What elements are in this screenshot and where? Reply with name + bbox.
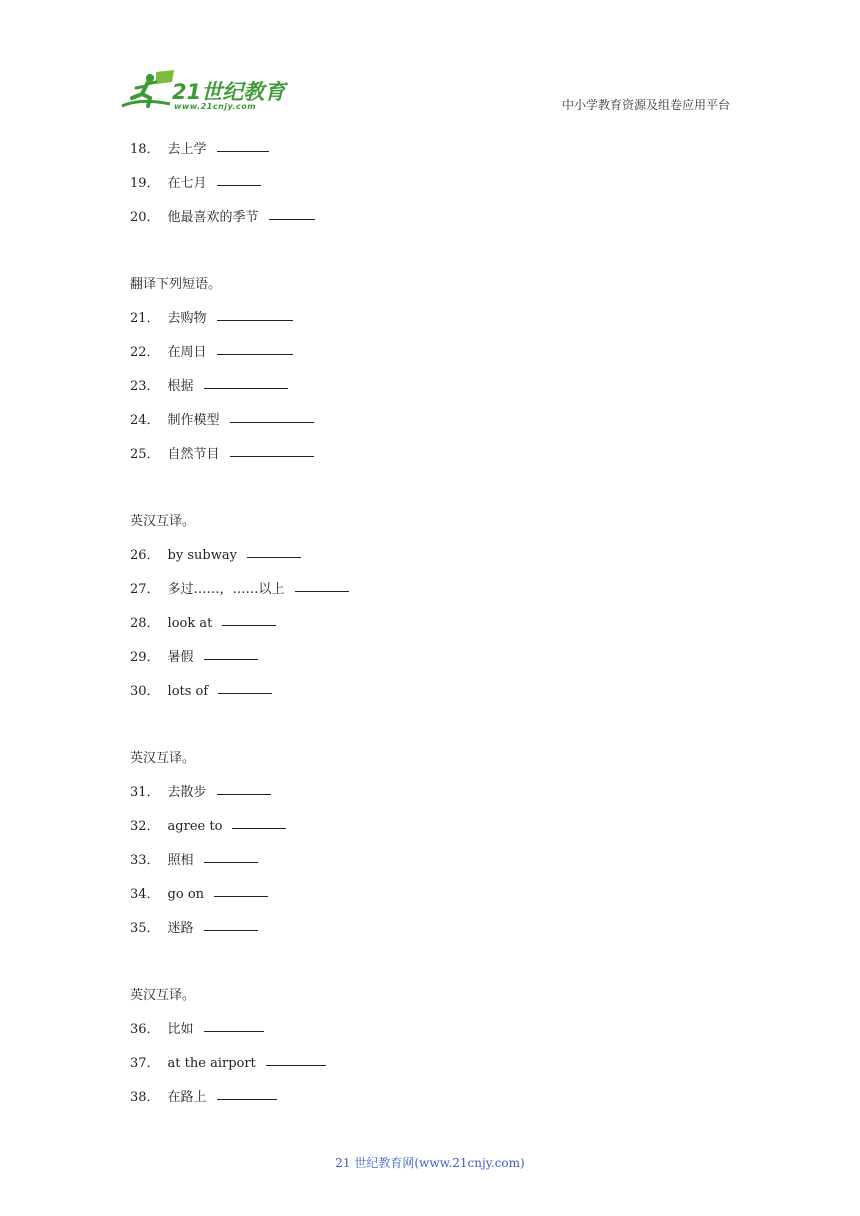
exercise-item xyxy=(130,206,315,225)
item-number: 23． xyxy=(130,379,160,394)
item-number: 22． xyxy=(130,345,160,360)
exercise-item xyxy=(130,612,276,631)
exercise-item xyxy=(130,815,286,834)
item-text: look at xyxy=(167,616,213,631)
answer-blank[interactable] xyxy=(217,184,261,186)
item-number: 18． xyxy=(130,142,160,157)
item-number: 33． xyxy=(130,853,160,868)
logo xyxy=(120,68,290,116)
answer-blank[interactable] xyxy=(230,455,314,457)
exercise-item xyxy=(130,172,261,191)
answer-blank[interactable] xyxy=(204,861,258,863)
item-text: 制作模型 xyxy=(167,413,220,428)
answer-blank[interactable] xyxy=(230,421,314,423)
exercise-item xyxy=(130,1086,277,1105)
item-number: 28． xyxy=(130,616,160,631)
item-text: 去购物 xyxy=(167,311,207,326)
answer-blank[interactable] xyxy=(269,218,315,220)
item-number: 37． xyxy=(130,1056,160,1071)
section-heading: 英汉互译。 xyxy=(130,751,196,766)
item-number: 30． xyxy=(130,684,160,699)
answer-blank[interactable] xyxy=(204,1030,264,1032)
answer-blank[interactable] xyxy=(217,150,269,152)
item-text: 自然节目 xyxy=(167,447,220,462)
item-text: 在周日 xyxy=(167,345,207,360)
item-text: 暑假 xyxy=(167,650,194,665)
item-text: 他最喜欢的季节 xyxy=(167,210,259,225)
section-heading: 翻译下列短语。 xyxy=(130,277,222,292)
exercise-item xyxy=(130,1052,326,1071)
section-heading: 英汉互译。 xyxy=(130,514,196,529)
item-number: 27． xyxy=(130,582,160,597)
item-text: 比如 xyxy=(167,1022,194,1037)
item-text: 照相 xyxy=(167,853,194,868)
item-number: 31． xyxy=(130,785,160,800)
item-number: 36． xyxy=(130,1022,160,1037)
section-heading: 英汉互译。 xyxy=(130,988,196,1003)
item-number: 38． xyxy=(130,1090,160,1105)
answer-blank[interactable] xyxy=(217,1098,277,1100)
page-footer[interactable]: 21 世纪教育网(www.21cnjy.com) xyxy=(335,1156,525,1170)
answer-blank[interactable] xyxy=(222,624,276,626)
answer-blank[interactable] xyxy=(217,353,293,355)
exercise-item xyxy=(130,409,314,428)
item-text: 去上学 xyxy=(167,142,207,157)
exercise-item xyxy=(130,138,269,157)
answer-blank[interactable] xyxy=(204,387,288,389)
answer-blank[interactable] xyxy=(217,319,293,321)
item-text: 在七月 xyxy=(167,176,207,191)
item-text: go on xyxy=(167,887,205,902)
item-number: 26． xyxy=(130,548,160,563)
exercise-item xyxy=(130,883,268,902)
item-number: 21． xyxy=(130,311,160,326)
item-number: 35． xyxy=(130,921,160,936)
exercise-item xyxy=(130,849,258,868)
platform-label: 中小学教育资源及组卷应用平台 xyxy=(561,98,730,112)
answer-blank[interactable] xyxy=(217,793,271,795)
exercise-item xyxy=(130,680,272,699)
item-text: lots of xyxy=(167,684,209,699)
item-number: 20． xyxy=(130,210,160,225)
exercise-item xyxy=(130,578,349,597)
item-text: by subway xyxy=(167,548,237,563)
exercise-item xyxy=(130,341,293,360)
answer-blank[interactable] xyxy=(247,556,301,558)
answer-blank[interactable] xyxy=(214,895,268,897)
item-number: 34． xyxy=(130,887,160,902)
item-text: at the airport xyxy=(167,1056,256,1071)
answer-blank[interactable] xyxy=(204,658,258,660)
item-number: 19． xyxy=(130,176,160,191)
item-text: 去散步 xyxy=(167,785,207,800)
exercise-item xyxy=(130,307,293,326)
item-number: 25． xyxy=(130,447,160,462)
answer-blank[interactable] xyxy=(232,827,286,829)
item-number: 29． xyxy=(130,650,160,665)
exercise-item xyxy=(130,646,258,665)
exercise-item xyxy=(130,443,314,462)
exercise-item xyxy=(130,375,288,394)
item-text: 迷路 xyxy=(167,921,194,936)
logo-title: 21世纪教育 xyxy=(172,80,286,104)
logo-url: www.21cnjy.com xyxy=(174,102,257,111)
exercise-item xyxy=(130,544,301,563)
answer-blank[interactable] xyxy=(295,590,349,592)
answer-blank[interactable] xyxy=(204,929,258,931)
exercise-item xyxy=(130,1018,264,1037)
answer-blank[interactable] xyxy=(266,1064,326,1066)
page-header xyxy=(0,0,860,130)
item-text: 根据 xyxy=(167,379,194,394)
item-text: agree to xyxy=(167,819,223,834)
item-number: 32． xyxy=(130,819,160,834)
exercise-item xyxy=(130,781,271,800)
item-text: 多过……，……以上 xyxy=(167,582,285,597)
item-number: 24． xyxy=(130,413,160,428)
answer-blank[interactable] xyxy=(218,692,272,694)
runner-logo-icon xyxy=(120,68,176,114)
exercise-item xyxy=(130,917,258,936)
item-text: 在路上 xyxy=(167,1090,207,1105)
